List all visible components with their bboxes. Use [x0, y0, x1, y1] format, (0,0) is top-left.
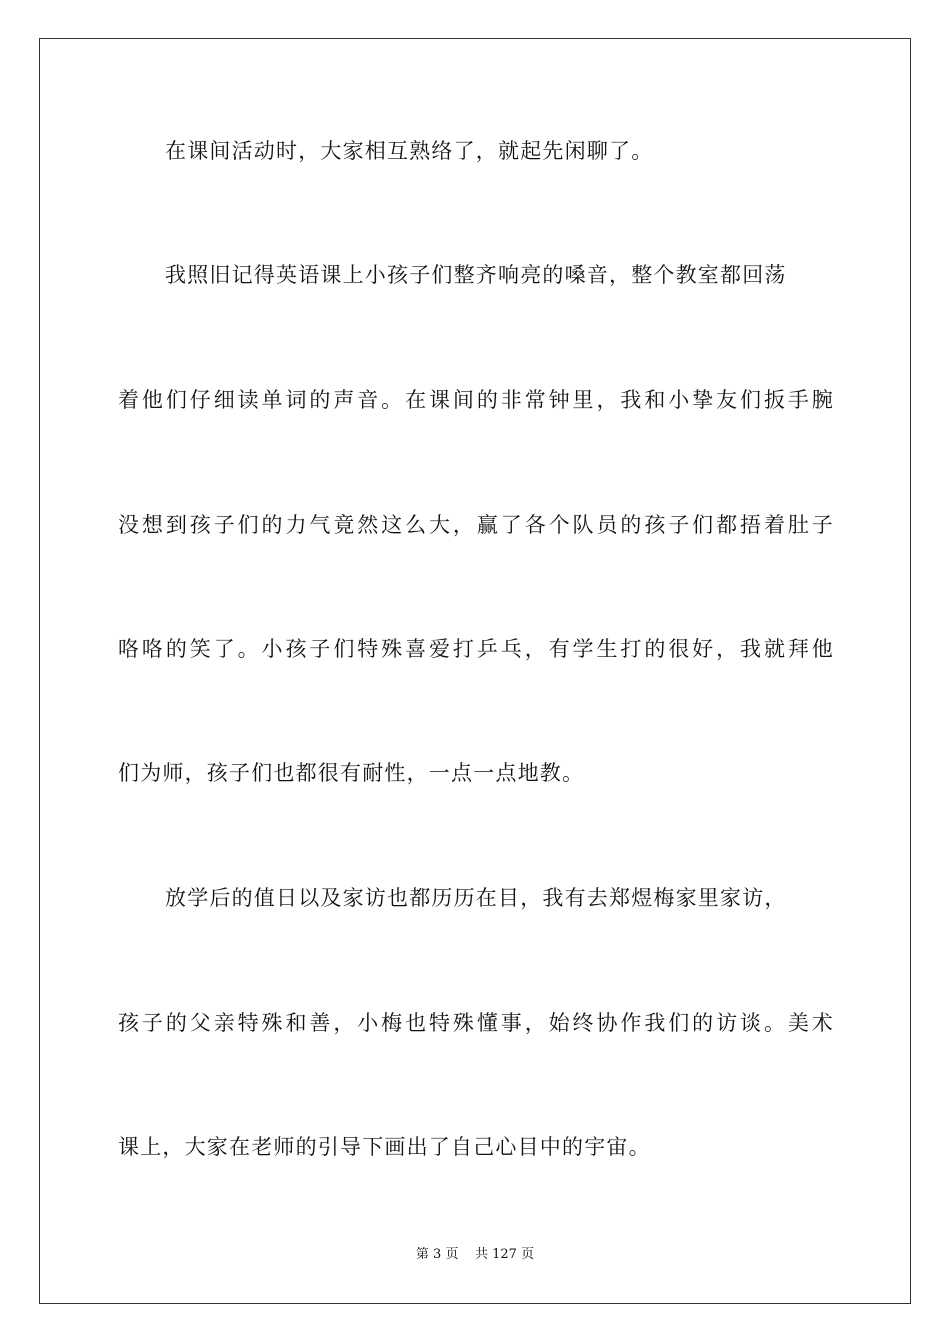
paragraph-line-4: 没想到孩子们的力气竟然这么大，赢了各个队员的孩子们都捂着肚子 — [118, 513, 834, 537]
paragraph-line-3: 着他们仔细读单词的声音。在课间的非常钟里，我和小挚友们扳手腕 — [118, 388, 834, 412]
paragraph-line-7: 放学后的值日以及家访也都历历在目，我有去郑煜梅家里家访， — [165, 886, 787, 910]
page-border — [39, 38, 911, 1304]
paragraph-line-1: 在课间活动时，大家相互熟络了，就起先闲聊了。 — [165, 139, 654, 163]
paragraph-line-9: 课上，大家在老师的引导下画出了自己心目中的宇宙。 — [118, 1135, 651, 1159]
page-number: 第 3 页 — [415, 1247, 459, 1262]
paragraph-line-2: 我照旧记得英语课上小孩子们整齐响亮的嗓音，整个教室都回荡 — [165, 263, 787, 287]
total-pages: 共 127 页 — [475, 1247, 535, 1262]
paragraph-line-8: 孩子的父亲特殊和善，小梅也特殊懂事，始终协作我们的访谈。美术 — [118, 1011, 834, 1035]
page-footer — [0, 1246, 950, 1264]
paragraph-line-5: 咯咯的笑了。小孩子们特殊喜爱打乒乓，有学生打的很好，我就拜他 — [118, 637, 834, 661]
paragraph-line-6: 们为师，孩子们也都很有耐性，一点一点地教。 — [118, 761, 585, 785]
